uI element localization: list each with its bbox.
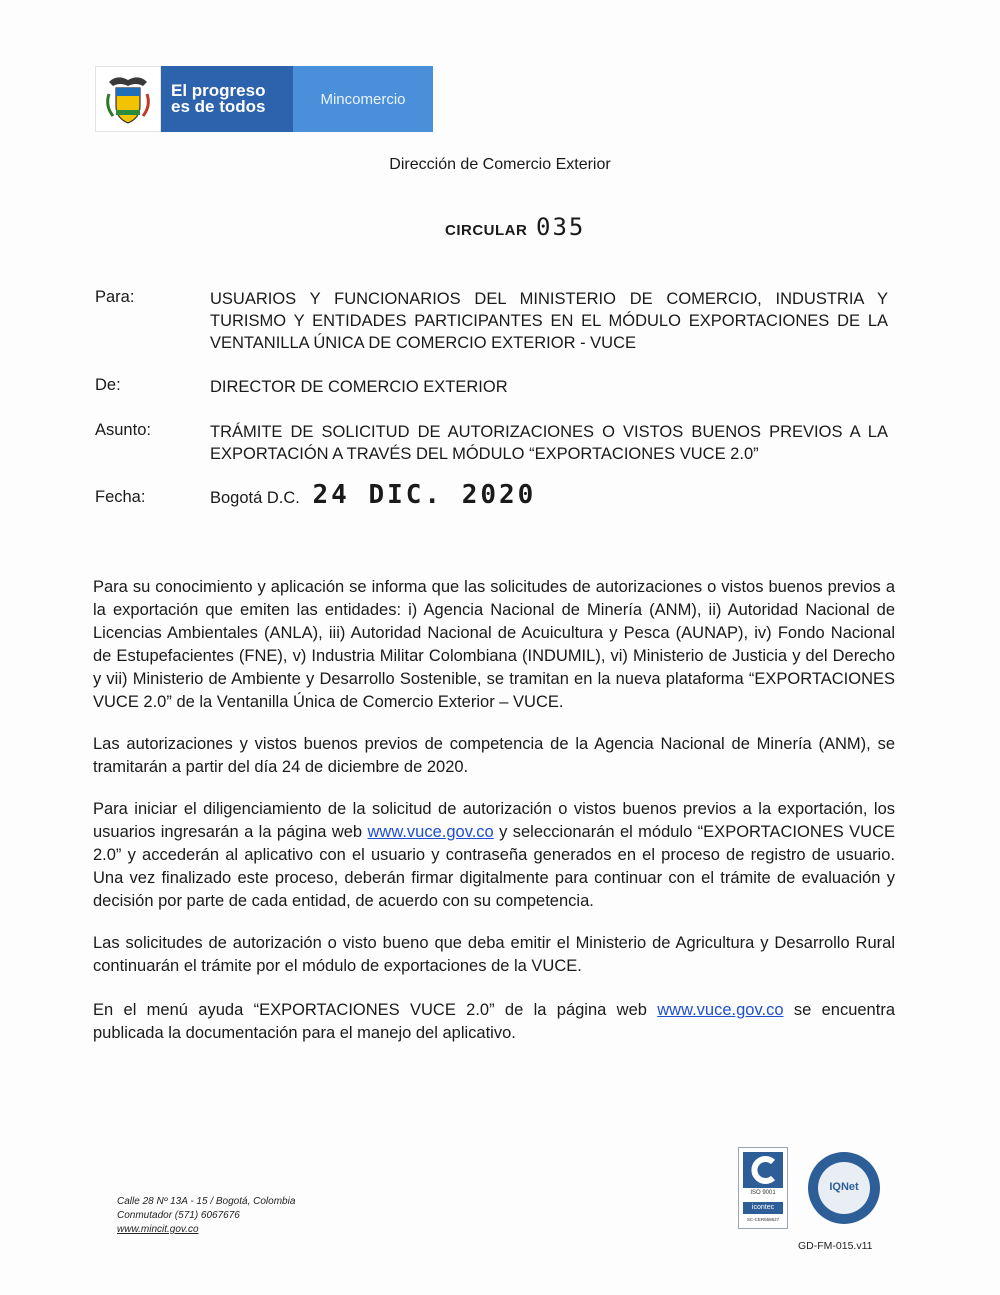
p3-text-before: Para iniciar el diligenciamiento de la solicitud de autorización o vistos buenos previos a la exportación, los usuarios ingresarán a la página web: [93, 800, 895, 841]
asunto-value: TRÁMITE DE SOLICITUD DE AUTORIZACIONES O VISTOS BUENOS PREVIOS A LA EXPORTACIÓN A TRAVÉS DEL MÓDULO “EXPORTACIONES VUCE 2.0”: [210, 423, 888, 463]
website-line[interactable]: www.mincit.gov.co: [117, 1224, 199, 1235]
circular-number: 035: [536, 213, 586, 241]
p5-text-after: se encuentra publicada la documentación para el manejo del aplicativo.: [93, 1001, 895, 1042]
p3-text-after: y seleccionarán el módulo “EXPORTACIONES VUCE 2.0” y accederán al aplicativo con el usuario y contraseña generados en el proceso de registro de usuario. Una vez finalizado este proceso, deberán firmar digitalmente para continuar con el trámite de evaluación y decisión por parte de cada entidad, de acuerdo con su competencia.: [93, 823, 895, 910]
body-paragraph-5: [93, 999, 895, 1045]
slogan-line2: es de todos: [171, 97, 266, 116]
slogan: [161, 66, 293, 132]
circular-label: CIRCULAR: [445, 222, 528, 239]
direccion-heading: Dirección de Comercio Exterior: [389, 156, 611, 173]
icontec-code: SC-CER658627: [746, 1217, 780, 1222]
de-label: De:: [95, 376, 121, 394]
footer-address: [117, 1195, 295, 1237]
fecha-value: [210, 480, 536, 510]
de-value: DIRECTOR DE COMERCIO EXTERIOR: [210, 378, 508, 396]
body-paragraph-1: Para su conocimiento y aplicación se informa que las solicitudes de autorizaciones o vistos buenos previos a la exportación que emiten las entidades: i) Agencia Nacional de Minería (ANM), ii) Autoridad Nacional de Licencias Ambientales (ANLA), iii) Autoridad Nacional de Acuicultura y Pesca (AUNAP), iv) Fondo Nacional de Estupefacientes (FNE), v) Industria Militar Colombiana (INDUMIL), vi) Ministerio de Justicia y del Derecho y vii) Ministerio de Ambiente y Desarrollo Sostenible, se tramitan en la nueva plataforma “EXPORTACIONES VUCE 2.0” de la Ventanilla Única de Comercio Exterior – VUCE.: [93, 578, 895, 711]
body-paragraph-2: Las autorizaciones y vistos buenos previos de competencia de la Agencia Nacional de Minería (ANM), se tramitarán a partir del día 24 de diciembre de 2020.: [93, 735, 895, 776]
iqnet-certification-icon: [806, 1150, 882, 1226]
icontec-certification: [738, 1147, 788, 1229]
vuce-link-2[interactable]: www.vuce.gov.co: [657, 1001, 784, 1019]
body-paragraph-3: [93, 798, 895, 913]
icontec-brand: icontec: [743, 1202, 783, 1214]
phone-line: Conmutador (571) 6067676: [117, 1210, 240, 1221]
iqnet-text: IQNet: [829, 1181, 859, 1193]
body-paragraph-4: Las solicitudes de autorización o visto bueno que deba emitir el Ministerio de Agricultura y Desarrollo Rural continuarán el trámite por el módulo de exportaciones de la VUCE.: [93, 934, 895, 975]
fecha-stamp: 24 DIC. 2020: [312, 480, 537, 510]
p5-text-before: En el menú ayuda “EXPORTACIONES VUCE 2.0” de la página web: [93, 1001, 658, 1019]
document-code: GD-FM-015.v11: [798, 1240, 873, 1252]
colombia-coat-of-arms-icon: [95, 66, 161, 132]
para-label: Para:: [95, 288, 135, 306]
asunto-label: Asunto:: [95, 421, 151, 439]
slogan-line1: El progreso: [171, 81, 266, 100]
para-value: USUARIOS Y FUNCIONARIOS DEL MINISTERIO DE COMERCIO, INDUSTRIA Y TURISMO Y ENTIDADES PARTICIPANTES EN EL MÓDULO EXPORTACIONES DE LA VENTANILLA ÚNICA DE COMERCIO EXTERIOR - VUCE: [210, 290, 888, 352]
fecha-label: Fecha:: [95, 488, 146, 506]
ministry-name: Mincomercio: [293, 66, 433, 132]
circular-title: [445, 213, 585, 241]
address-line: Calle 28 Nº 13A - 15 / Bogotá, Colombia: [117, 1196, 296, 1207]
vuce-link[interactable]: www.vuce.gov.co: [367, 823, 494, 841]
icontec-iso-text: ISO 9001: [750, 1190, 776, 1196]
header-banner: [95, 66, 433, 132]
fecha-place: Bogotá D.C.: [210, 489, 300, 507]
